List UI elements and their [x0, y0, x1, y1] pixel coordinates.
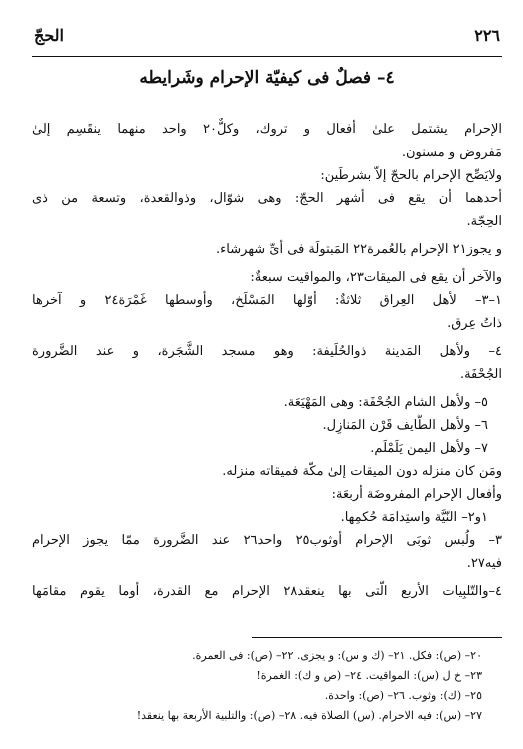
body-line: ١–٣– لأهل العِراق ثلاثةٌ: أوّلها المَسْلَخ، وأوسطها غَمْرَة٢٤ و آخرها	[32, 293, 502, 308]
body-line: مَفروض و مسنون.	[401, 145, 502, 160]
running-title: الحجّ	[34, 26, 64, 45]
footnote-line: ٢٣– خ ل (س): المواقيت. ٢٤– (ص و ك): الغمرة!	[256, 669, 482, 682]
body-line: ٤–والتّلبِيات الأربع الّتى بها ينعقد٢٨ الإحرام مع القدرة، أوما يقوم مقامَها	[32, 584, 502, 599]
body-line: ذاتُ عِرق.	[447, 316, 502, 331]
footnote-rule	[252, 637, 502, 638]
book-page	[32, 26, 502, 736]
body-line: ٧– ولأهل اليمن يَلَمْلَم.	[370, 441, 488, 456]
body-line: فيه٢٧.	[466, 556, 502, 571]
body-line: أحدهما أن يقع فى أشهر الحجّ: وهى شوّال، وذوالقعدة، وتسعة من ذى	[32, 191, 502, 206]
page-header	[32, 26, 502, 52]
body-text	[32, 118, 502, 603]
body-line: ٣– ولُبس ثوبَى الإحرام أوثوب٢٥ واحد٢٦ عند الضَّرورة ممّا يجوز الإحرام	[32, 533, 502, 548]
footnote-line: ٢٥– (ك): وثوب. ٢٦– (ص): واحدة.	[324, 689, 482, 702]
footnote-line: ٢٧– (س): فيه الاحرام. (س) الصلاة فيه. ٢٨– (ص): والتلبية الأربعة بها ينعقد!	[136, 709, 482, 722]
footnote-line: ٢٠– (ص): فكل. ٢١– (ك و س): و يجزى. ٢٢– (ص): فى العمرة.	[192, 649, 482, 662]
body-line: الحِجّة.	[466, 214, 502, 229]
body-line: ومَن كان منزله دون الميقات إلىٰ مكّة فميقاته منزله.	[222, 464, 502, 479]
body-line: ٤– ولأهل المَدينة ذوالحُلَيفة: وهو مسجد الشَّجَرة، و عند الضَّرورة	[32, 344, 502, 359]
body-line: ٥– ولأهل الشام الجُحْفَة: وهى المَهْيَعَة.	[283, 395, 488, 410]
body-line: وأفعال الإحرام المفروضَة أربعَة:	[331, 487, 502, 502]
body-line: الإحرام يشتمل علىٰ أفعال و تروك، وكلٌّ٢٠ واحد منهما ينقَسِم إلىٰ	[32, 122, 502, 137]
footnotes	[32, 646, 502, 726]
body-line: الجُحْفَة.	[459, 367, 502, 382]
body-line: ٦– ولأهل الطَّايف قَرْن المَنازِل.	[322, 418, 488, 433]
body-line: و يجوز٢١ الإحرام بالعُمرة٢٢ المَبتولَة فى أىِّ شهرشاء.	[216, 242, 502, 257]
page-number: ٢٢٦	[474, 26, 500, 45]
body-line: ١و٢– النّيَّة واستِدامَة حُكمِها.	[340, 510, 488, 525]
body-line: والآخر أن يقع فى الميقات٢٣، والمواقيت سبعةٌ:	[250, 270, 502, 285]
header-rule	[32, 56, 502, 57]
section-title: ٤– فصلٌ فى كيفيّة الإحرام وشَرايطه	[139, 68, 395, 88]
body-line: ولايَصِّح الإحرام بالحجّ إلاّ بشرطَين:	[320, 168, 502, 183]
